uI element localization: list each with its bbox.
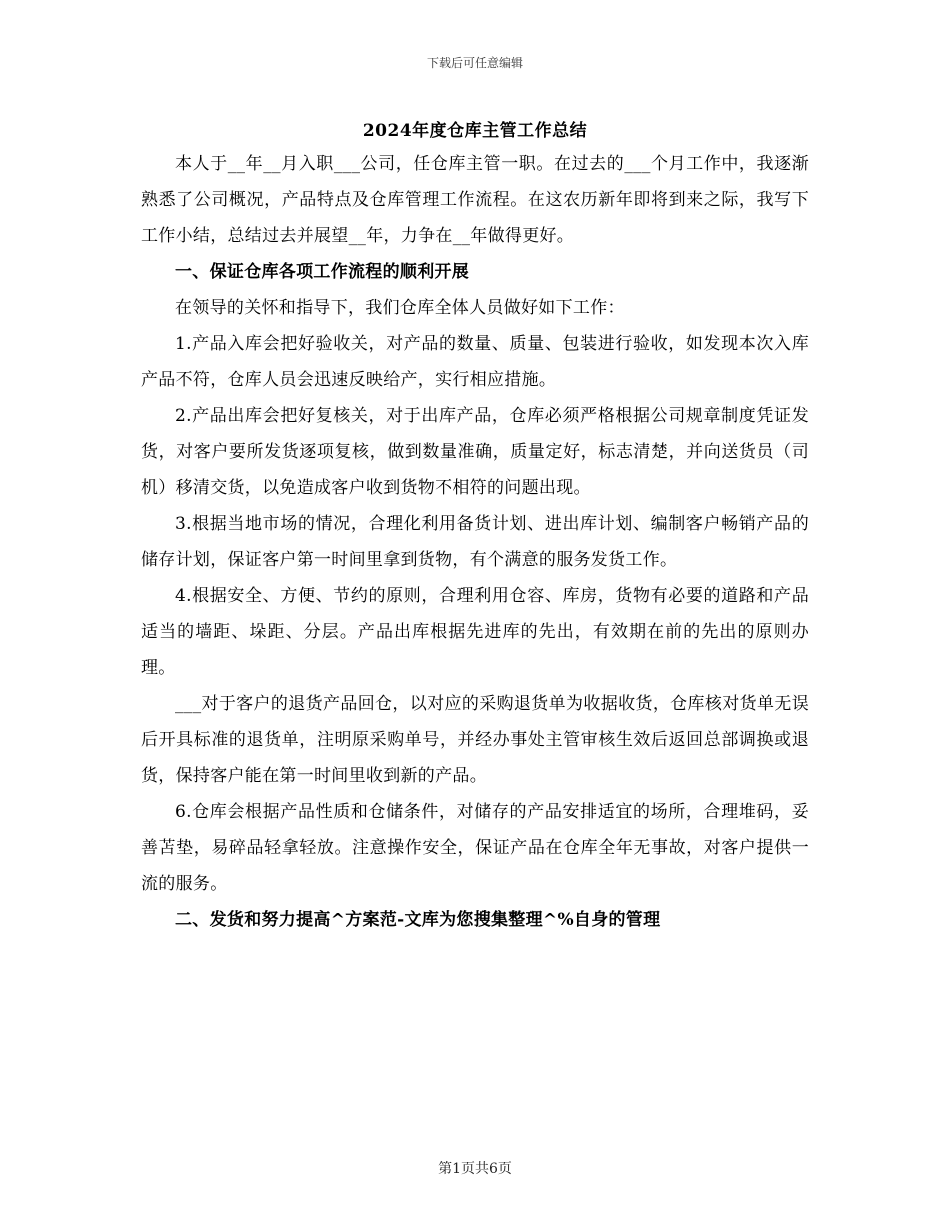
section-heading-1: 一、保证仓库各项工作流程的顺利开展: [175, 262, 470, 282]
page-header-note: 下载后可任意编辑: [426, 56, 523, 70]
intro-paragraph: 本人于__年__月入职___公司，任仓库主管一职。在过去的___个月工作中，我逐渐熟悉了公司概况，产品特点及仓库管理工作流程。在这农历新年即将到来之际，我写下工作小结，总结过去并展望__年，力争在__年做得更好。: [141, 154, 809, 246]
document-body: [141, 146, 809, 938]
item-6-paragraph: 6.仓库会根据产品性质和仓储条件，对储存的产品安排适宜的场所，合理堆码，妥善苫垫，易碎品轻拿轻放。注意操作安全，保证产品在仓库全年无事故，对客户提供一流的服务。: [141, 802, 809, 894]
section-1-intro: 在领导的关怀和指导下，我们仓库全体人员做好如下工作：: [175, 298, 625, 318]
document-title: 2024年度仓库主管工作总结: [362, 121, 588, 141]
section-heading-2: 二、发货和努力提高^方案范-文库为您搜集整理^%自身的管理: [175, 910, 661, 930]
item-3-paragraph: 3.根据当地市场的情况，合理化利用备货计划、进出库计划、编制客户畅销产品的储存计划，保证客户第一时间里拿到货物，有个满意的服务发货工作。: [141, 514, 809, 570]
page-number: 第1页共6页: [438, 1161, 512, 1177]
item-5-paragraph: ___对于客户的退货产品回仓，以对应的采购退货单为收据收货，仓库核对货单无误后开具标准的退货单，注明原采购单号，并经办事处主管审核生效后返回总部调换或退货，保持客户能在第一时间里收到新的产品。: [141, 694, 809, 786]
item-4-paragraph: 4.根据安全、方便、节约的原则，合理利用仓容、库房，货物有必要的道路和产品适当的墙距、垛距、分层。产品出库根据先进库的先出，有效期在前的先出的原则办理。: [141, 586, 809, 678]
item-2-paragraph: 2.产品出库会把好复核关，对于出库产品，仓库必须严格根据公司规章制度凭证发货，对客户要所发货逐项复核，做到数量准确，质量定好，标志清楚，并向送货员（司机）移清交货，以免造成客户收到货物不相符的问题出现。: [141, 406, 809, 498]
item-1-paragraph: 1.产品入库会把好验收关，对产品的数量、质量、包装进行验收，如发现本次入库产品不符，仓库人员会迅速反映给产，实行相应措施。: [141, 334, 809, 390]
